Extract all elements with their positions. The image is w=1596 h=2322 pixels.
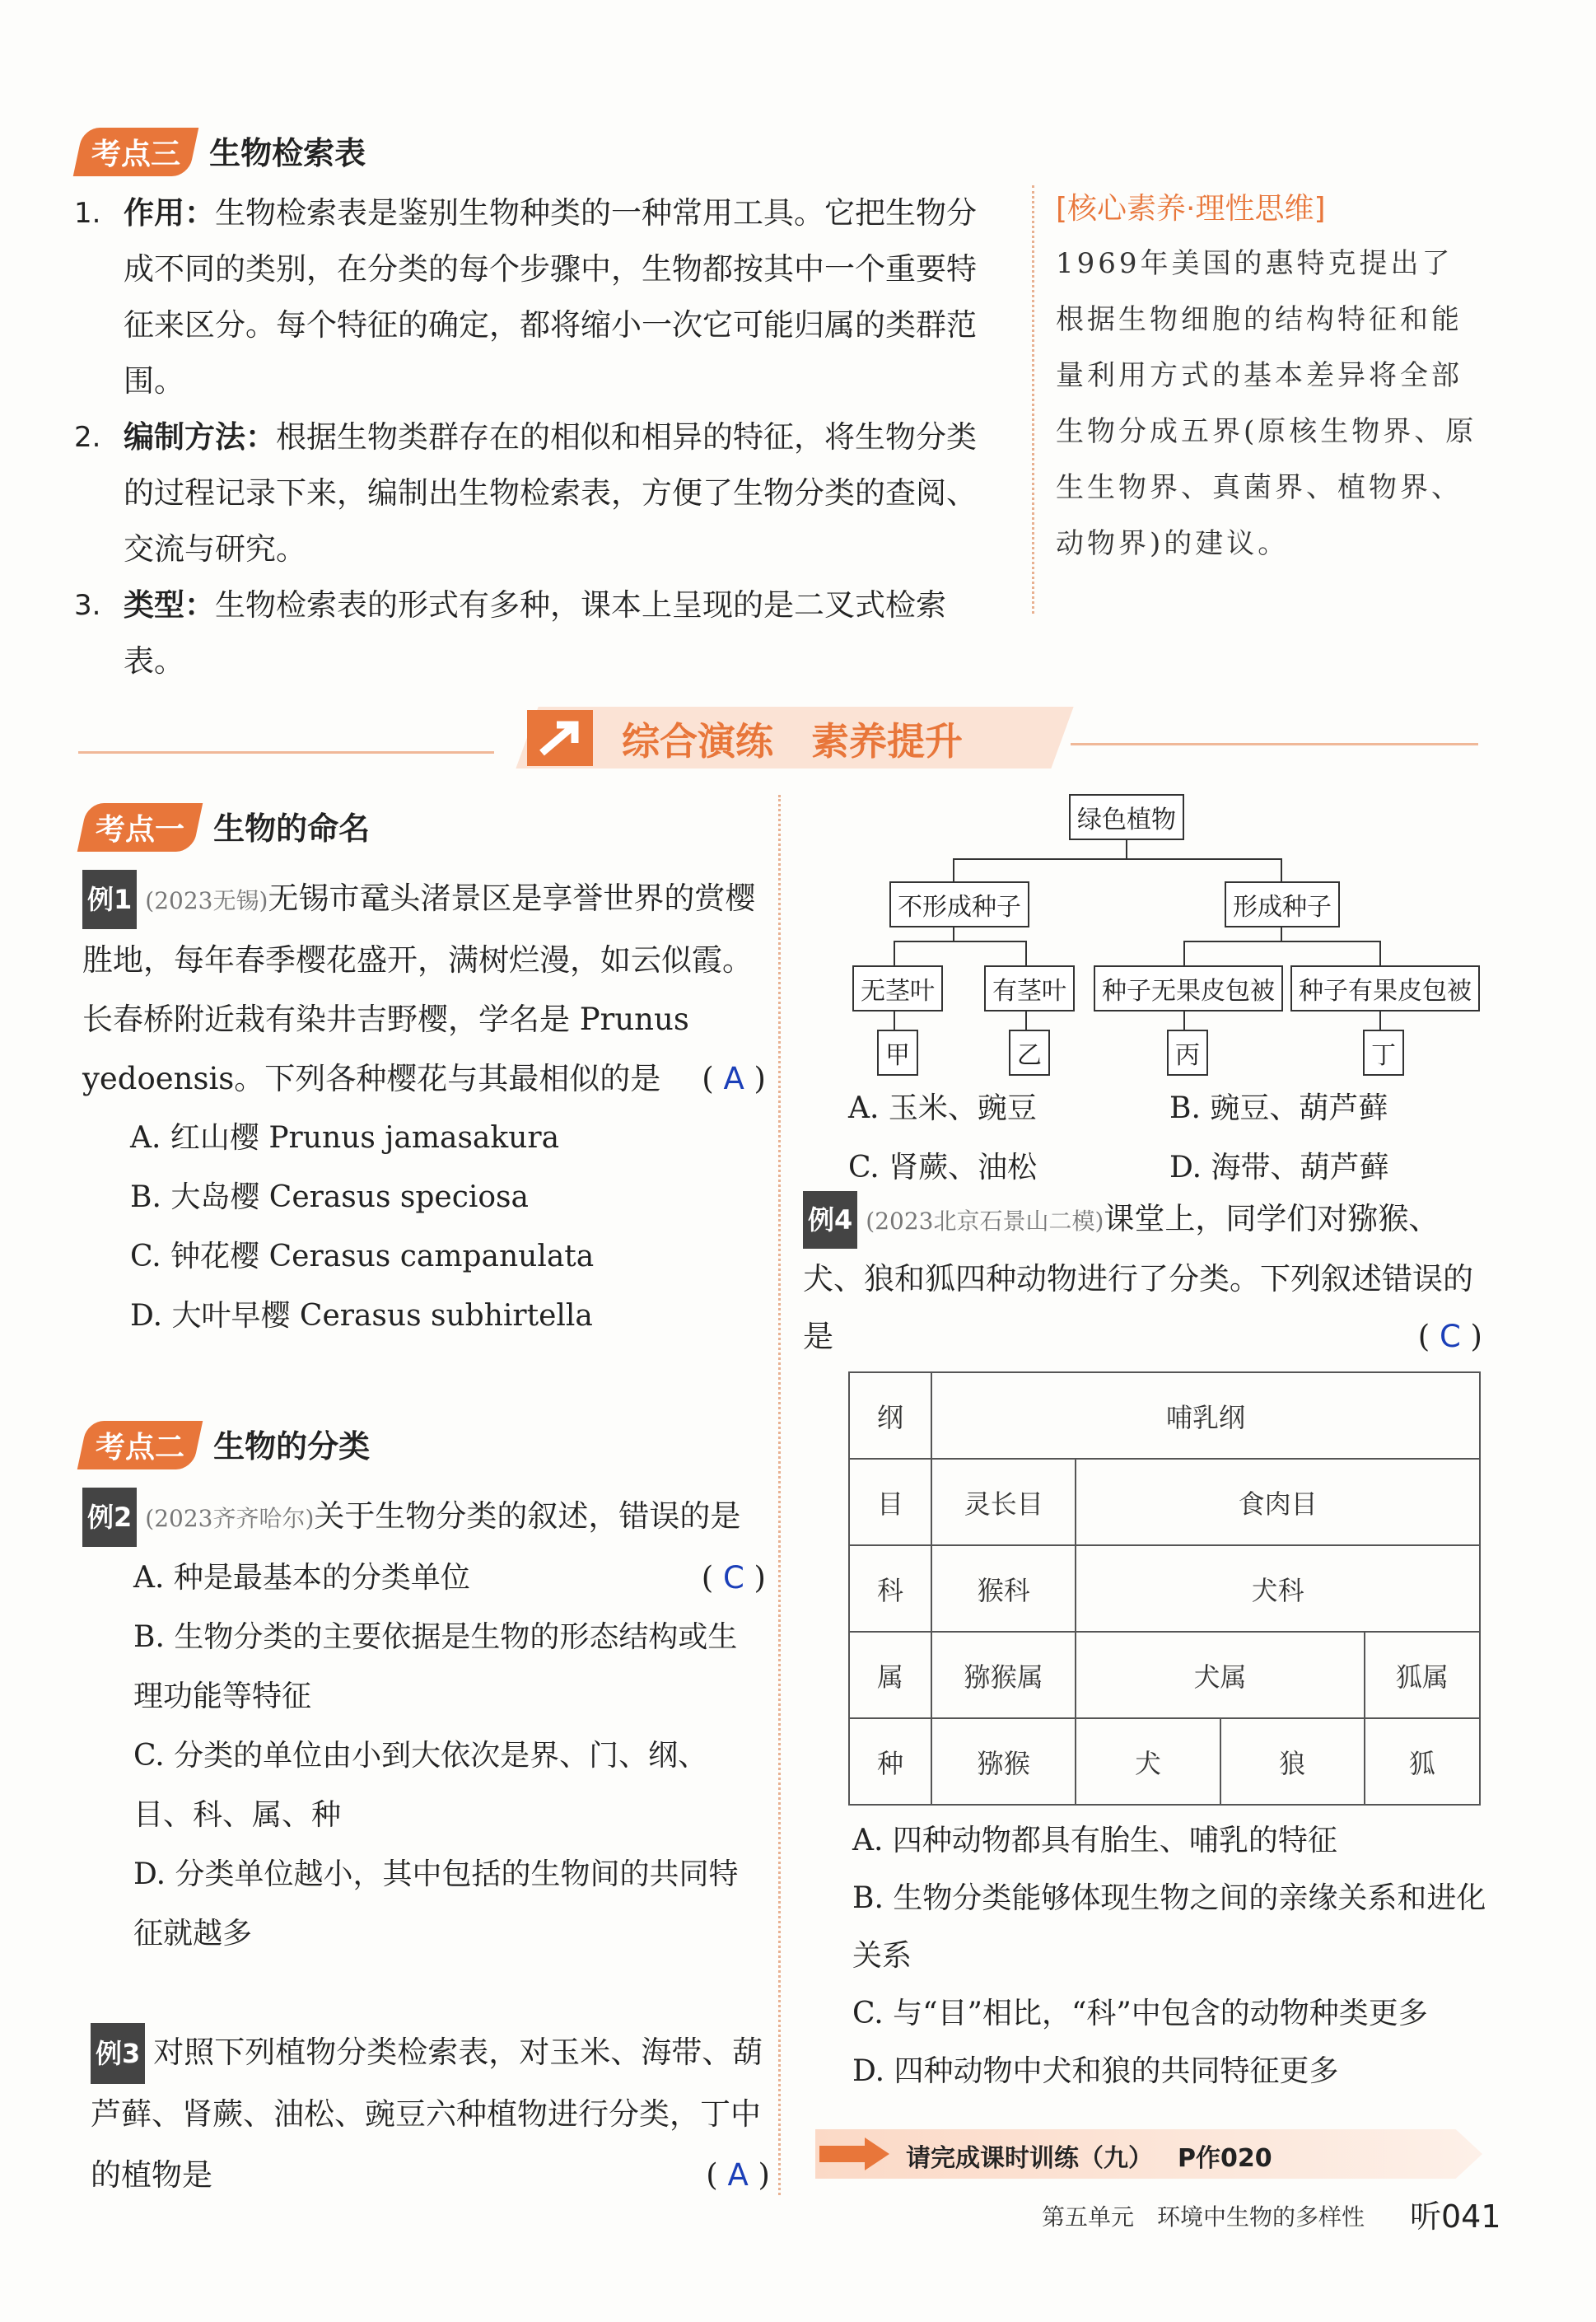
- page-number: 听041: [1410, 2198, 1501, 2235]
- option: A. 种是最基本的分类单位: [133, 1561, 470, 1595]
- sidebar-title: [核心素养·理性思维]: [1056, 192, 1326, 226]
- ex3: 例3 对照下列植物分类检索表，对玉米、海带、葫芦藓、肾蕨、油松、豌豆六种植物进行分类，丁中的植物是 ( A ): [91, 2022, 770, 2206]
- ex1-answer: A: [723, 1061, 744, 1096]
- tree-leaf: 丁: [1363, 1030, 1404, 1076]
- ex4-stem: 课堂上，同学们对猕猴、犬、狼和狐四种动物进行了分类。下列叙述错误的是: [803, 1201, 1473, 1354]
- kp1-header: [82, 803, 370, 852]
- ex4-label: 例4: [803, 1191, 857, 1249]
- option: C. 与“目”相比，“科”中包含的动物种类更多: [852, 1997, 1428, 2030]
- section3-title: 生物检索表: [209, 135, 366, 171]
- tree-leaf: 甲: [877, 1030, 918, 1076]
- ex3-answer: A: [727, 2157, 749, 2193]
- option: B. 生物分类的主要依据是生物的形态结构或生理功能等特征: [133, 1620, 738, 1713]
- tree-leaf: 乙: [1009, 1030, 1050, 1076]
- option: A. 红山樱 Prunus jamasakura: [130, 1121, 560, 1155]
- kp2-header: [82, 1421, 370, 1469]
- section3-item: 2. 编制方法：根据生物类群存在的相似和相异的特征，将生物分类的过程记录下来，编制出生物检索表，方便了生物分类的查阅、交流与研究。: [74, 419, 977, 567]
- arrow-icon: [527, 710, 593, 766]
- taxonomy-table: 纲 哺乳纲 目 灵长目 食肉目 科 猴科 犬科 属 猕猴属 犬属 狐属 种 猕猴 犬 狼 狐: [848, 1371, 1481, 1806]
- banner-line-left: [78, 751, 494, 754]
- option: B. 生物分类能够体现生物之间的亲缘关系和进化关系: [852, 1881, 1486, 1973]
- kp1-tag: 考点一: [77, 803, 203, 852]
- kp2-tag: 考点二: [77, 1421, 203, 1469]
- tree-node: 无茎叶: [852, 965, 943, 1011]
- sidebar-text: 1969年美国的惠特克提出了根据生物细胞的结构特征和能量利用方式的基本差异将全部生物分成五界(原核生物界、原生生物界、真菌界、植物界、动物界)的建议。: [1056, 247, 1477, 560]
- banner-line-right: [1071, 743, 1478, 745]
- option: D. 四种动物中犬和狼的共同特征更多: [852, 2054, 1339, 2088]
- ex4-source: (2023北京石景山二模): [866, 1208, 1104, 1235]
- tree-node: 形成种子: [1225, 881, 1340, 927]
- section3-header: [78, 128, 366, 176]
- option: D. 海带、葫芦藓: [1169, 1151, 1389, 1184]
- option: A. 玉米、豌豆: [848, 1091, 1037, 1125]
- ex4-answer: C: [1439, 1319, 1461, 1354]
- option: C. 钟花樱 Cerasus campanulata: [130, 1240, 595, 1273]
- ex2-stem: 关于生物分类的叙述，错误的是: [314, 1498, 741, 1534]
- tree-root: 绿色植物: [1069, 794, 1184, 840]
- ex1-stem: 无锡市鼋头渚景区是享誉世界的赏樱胜地，每年春季樱花盛开，满树烂漫，如云似霞。长春桥附近栽有染井吉野樱，学名是 Prunus yedoensis。下列各种樱花与其最相似的是: [82, 881, 756, 1096]
- footer-unit: 第五单元 环境中生物的多样性: [1042, 2203, 1365, 2231]
- sidebar-divider: [1032, 185, 1034, 614]
- section3-item: 1. 作用：生物检索表是鉴别生物种类的一种常用工具。它把生物分成不同的类别，在分类的每个步骤中，生物都按其中一个重要特征来区分。每个特征的确定，都将缩小一次它可能归属的类群范围。: [74, 195, 977, 399]
- ex1-label: 例1: [82, 870, 137, 929]
- ex2-source: (2023齐齐哈尔): [145, 1505, 315, 1532]
- ex2: 例2 (2023齐齐哈尔)关于生物分类的叙述，错误的是 ( C ) A. 种是最基本的分类单位 B. 生物分类的主要依据是生物的形态结构或生理功能等特征 C. 分类的单位由小到大依次是界、门、纲、目、科、属、种 D. 分类单位越小，其中包括的生物间的共同特征就越多: [82, 1487, 766, 1964]
- banner-title: 综合演练 素养提升: [622, 719, 963, 764]
- ex2-label: 例2: [82, 1488, 137, 1547]
- section3-list: [74, 185, 1005, 689]
- tree-node: 种子有果皮包被: [1290, 965, 1480, 1011]
- ex2-answer: C: [722, 1560, 744, 1595]
- sidebar: [1056, 185, 1484, 572]
- ex4: 例4 (2023北京石景山二模)课堂上，同学们对猕猴、犬、狼和狐四种动物进行了分类。下列叙述错误的是 ( C ): [803, 1190, 1482, 1366]
- tree-node: 不形成种子: [889, 881, 1029, 927]
- ex3-options: [848, 1079, 1491, 1198]
- option: B. 大岛樱 Cerasus speciosa: [130, 1180, 529, 1214]
- task-text: 请完成课时训练（九） P作020: [906, 2144, 1272, 2173]
- option: B. 豌豆、葫芦藓: [1169, 1091, 1388, 1125]
- section3-tag: 考点三: [73, 128, 199, 176]
- ex3-label: 例3: [91, 2023, 145, 2084]
- ex4-options: [852, 1812, 1491, 2100]
- task-arrow-icon: [819, 2137, 889, 2174]
- option: A. 四种动物都具有胎生、哺乳的特征: [852, 1824, 1337, 1857]
- option: C. 分类的单位由小到大依次是界、门、纲、目、科、属、种: [133, 1739, 708, 1832]
- ex1: 例1 (2023无锡)无锡市鼋头渚景区是享誉世界的赏樱胜地，每年春季樱花盛开，满树烂漫，如云似霞。长春桥附近栽有染井吉野樱，学名是 Prunus yedoensis。下列各种樱花与其最相似的是 ( A ) A. 红山樱 Prunus jamasakura B. 大岛樱 Cerasus speciosa C. 钟花樱 Cerasus campanulata D. 大叶早樱 Cerasus subhirtella: [82, 869, 766, 1346]
- option: D. 大叶早樱 Cerasus subhirtella: [130, 1299, 593, 1333]
- section3-item: 3. 类型：生物检索表的形式有多种，课本上呈现的是二叉式检索表。: [74, 587, 946, 679]
- column-divider: [778, 795, 781, 2195]
- tree-node: 种子无果皮包被: [1094, 965, 1283, 1011]
- kp1-title: 生物的命名: [213, 811, 371, 847]
- option: D. 分类单位越小，其中包括的生物间的共同特征就越多: [133, 1857, 739, 1951]
- kp2-title: 生物的分类: [213, 1428, 371, 1465]
- tree-leaf: 丙: [1167, 1030, 1208, 1076]
- option: C. 肾蕨、油松: [848, 1151, 1038, 1184]
- tree-node: 有茎叶: [984, 965, 1075, 1011]
- ex1-source: (2023无锡): [145, 887, 268, 914]
- ex3-stem: 对照下列植物分类检索表，对玉米、海带、葫芦藓、肾蕨、油松、豌豆六种植物进行分类，丁中的植物是: [91, 2035, 763, 2193]
